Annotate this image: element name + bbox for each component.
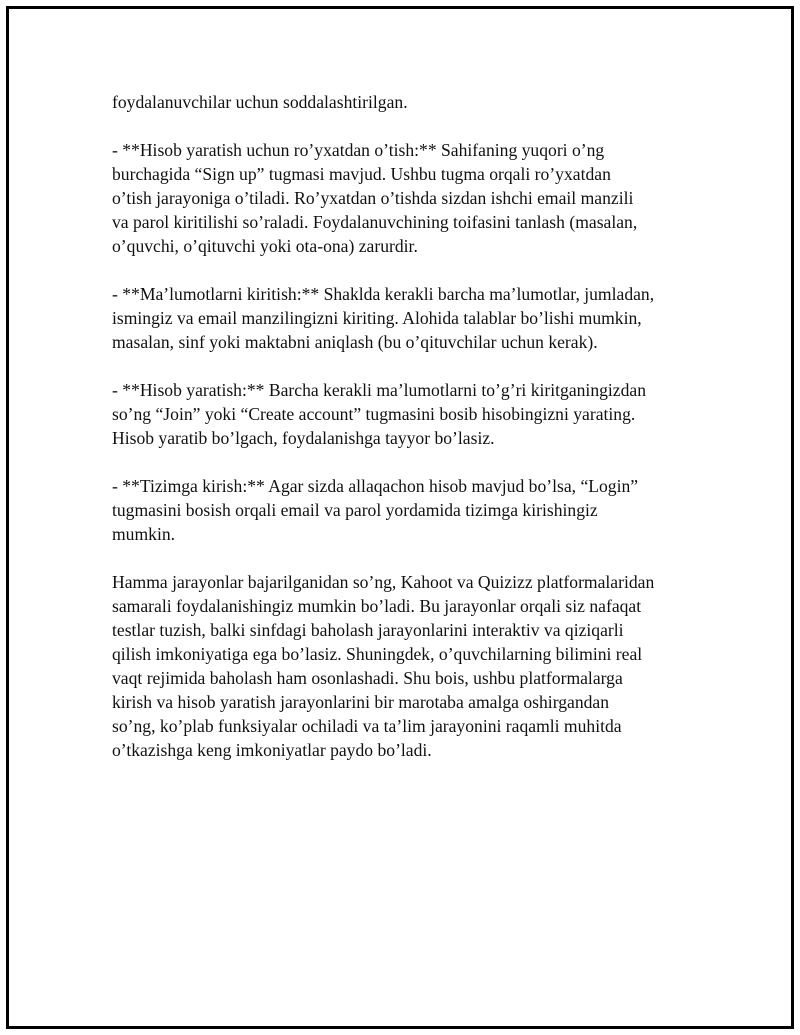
text-line: vaqt rejimida baholash ham osonlashadi. Shu bois, ushbu platformalarga [112, 668, 623, 688]
text-line: kirish va hisob yaratish jarayonlarini bir marotaba amalga oshirgandan [112, 692, 610, 712]
text-line: so’ng “Join” yoki “Create account” tugmasini bosib hisobingizni yarating. [112, 404, 636, 424]
text-line: - **Tizimga kirish:** Agar sizda allaqachon hisob mavjud bo’lsa, “Login” [112, 476, 639, 496]
text-line: tugmasini bosish orqali email va parol yordamida tizimga kirishingiz [112, 500, 598, 520]
text-line: mumkin. [112, 524, 176, 544]
text-line: masalan, sinf yoki maktabni aniqlash (bu o’qituvchilar uchun kerak). [112, 332, 598, 352]
text-line: Hisob yaratib bo’lgach, foydalanishga tayyor bo’lasiz. [112, 428, 495, 448]
paragraph-sign-up [112, 138, 702, 258]
text-line: qilish imkoniyatiga ega bo’lasiz. Shuningdek, o’quvchilarning bilimini real [112, 644, 643, 664]
text-line: va parol kiritilishi so’raladi. Foydalanuvchining toifasini tanlash (masalan, [112, 212, 638, 232]
text-line: - **Hisob yaratish uchun ro’yxatdan o’tish:** Sahifaning yuqori o’ng [112, 140, 605, 160]
paragraph-login [112, 474, 702, 546]
text-line: Hamma jarayonlar bajarilganidan so’ng, Kahoot va Quizizz platformalaridan [112, 572, 655, 592]
text-line: - **Ma’lumotlarni kiritish:** Shaklda kerakli barcha ma’lumotlar, jumladan, [112, 284, 655, 304]
paragraph-enter-data [112, 282, 702, 354]
paragraph-conclusion [112, 570, 702, 762]
text-line: o’tish jarayoniga o’tiladi. Ro’yxatdan o’tishda sizdan ishchi email manzili [112, 188, 634, 208]
text-line: o’quvchi, o’qituvchi yoki ota-ona) zarurdir. [112, 236, 418, 256]
text-line: - **Hisob yaratish:** Barcha kerakli ma’lumotlarni to’g’ri kiritganingizdan [112, 380, 647, 400]
text-line: foydalanuvchilar uchun soddalashtirilgan. [112, 92, 408, 112]
text-line: o’tkazishga keng imkoniyatlar paydo bo’ladi. [112, 740, 432, 760]
text-line: samarali foydalanishingiz mumkin bo’ladi. Bu jarayonlar orqali siz nafaqat [112, 596, 642, 616]
document-body [112, 90, 702, 786]
text-line: testlar tuzish, balki sinfdagi baholash jarayonlarini interaktiv va qiziqarli [112, 620, 624, 640]
text-line: so’ng, ko’plab funksiyalar ochiladi va ta’lim jarayonini raqamli muhitda [112, 716, 622, 736]
paragraph-intro-continuation [112, 90, 702, 114]
paragraph-create-account [112, 378, 702, 450]
text-line: burchagida “Sign up” tugmasi mavjud. Ushbu tugma orqali ro’yxatdan [112, 164, 611, 184]
text-line: ismingiz va email manzilingizni kiriting. Alohida talablar bo’lishi mumkin, [112, 308, 642, 328]
